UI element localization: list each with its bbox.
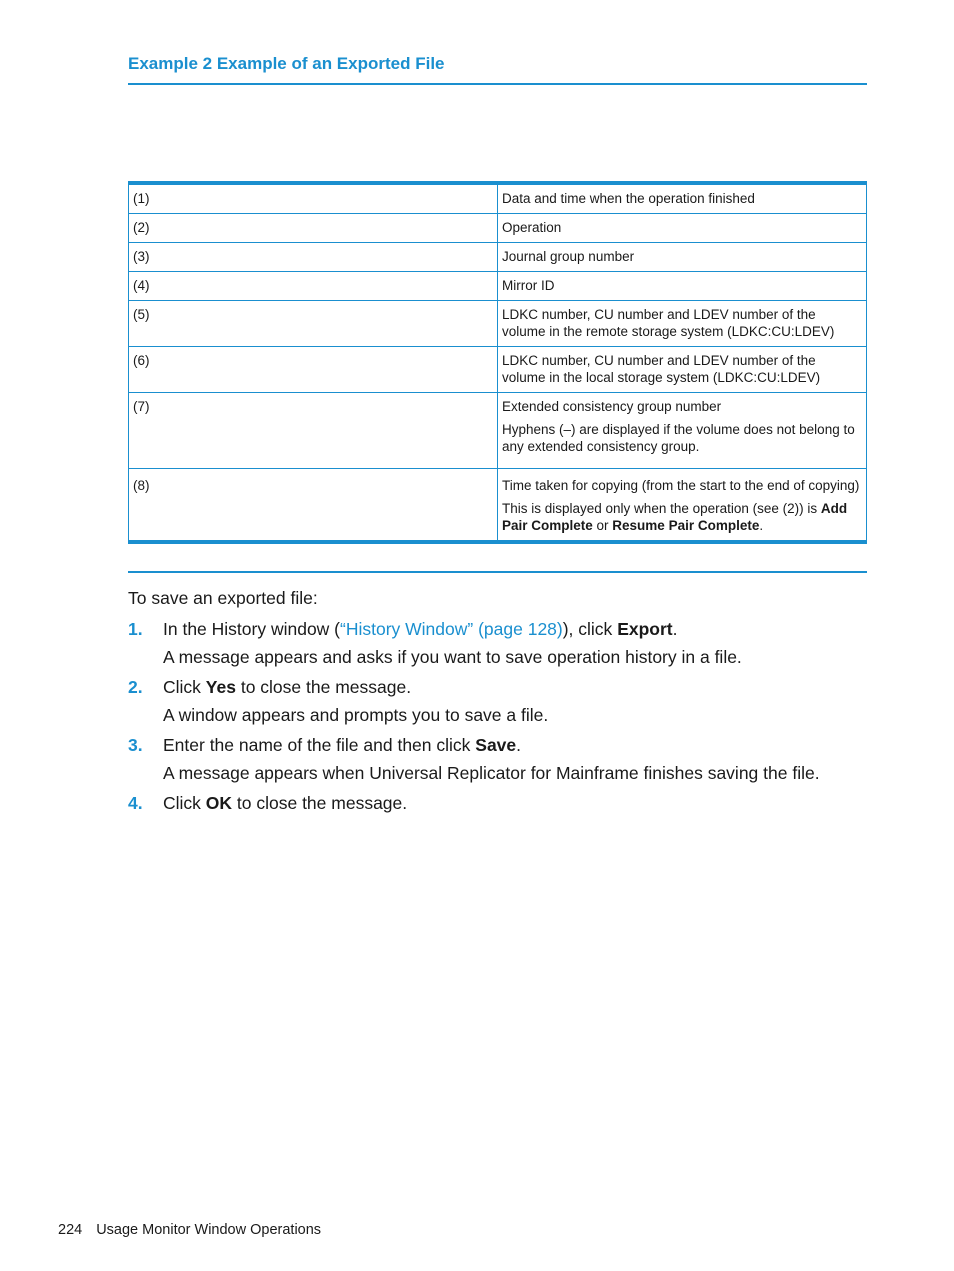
table-row <box>129 243 867 272</box>
ui-term: Save <box>475 735 517 755</box>
table-row <box>129 272 867 301</box>
step-text: . <box>516 735 522 755</box>
section-title: Usage Monitor Window Operations <box>96 1222 322 1238</box>
step-text: In the History window ( <box>163 619 341 639</box>
step-instruction <box>163 675 888 699</box>
row-description <box>498 393 867 469</box>
step-3 <box>128 733 888 785</box>
row-key: (4) <box>129 272 498 301</box>
step-number: 2. <box>128 677 143 697</box>
row-key: (6) <box>129 347 498 393</box>
step-text: to close the message. <box>232 793 408 813</box>
step-result: A message appears when Universal Replicator for Mainframe finishes saving the file. <box>163 763 820 783</box>
row-description <box>498 214 867 243</box>
note-bold-term: Resume Pair Complete <box>612 518 760 533</box>
description-text: Time taken for copying (from the start to the end of copying) <box>502 478 860 493</box>
step-instruction <box>163 617 888 641</box>
row-key: (7) <box>129 393 498 469</box>
table-row <box>129 214 867 243</box>
procedure <box>128 586 888 821</box>
description-text: Operation <box>502 220 562 235</box>
table-row <box>129 301 867 347</box>
row-description <box>498 347 867 393</box>
step-number: 4. <box>128 793 143 813</box>
table-row <box>129 469 867 543</box>
step-result: A message appears and asks if you want to save operation history in a file. <box>163 647 742 667</box>
ui-term: Yes <box>205 677 236 697</box>
step-number: 3. <box>128 735 143 755</box>
note-text: This is displayed only when the operation (see (2)) is <box>502 501 821 516</box>
row-key: (5) <box>129 301 498 347</box>
description-text: Mirror ID <box>502 278 555 293</box>
description-text: Data and time when the operation finished <box>502 191 755 206</box>
example-caption: Example 2 Example of an Exported File <box>128 54 867 85</box>
row-key: (3) <box>129 243 498 272</box>
description-text: LDKC number, CU number and LDEV number of the volume in the remote storage system (LDKC:CU:LDEV) <box>502 307 835 339</box>
step-result: A window appears and prompts you to save a file. <box>163 705 549 725</box>
description-text: Extended consistency group number <box>502 399 722 414</box>
row-description <box>498 183 867 214</box>
row-description <box>498 272 867 301</box>
step-1 <box>128 617 888 669</box>
step-text: Click <box>163 677 206 697</box>
ui-term: OK <box>205 793 233 813</box>
row-key: (8) <box>129 469 498 543</box>
description-note <box>502 500 862 534</box>
row-description <box>498 469 867 543</box>
step-2 <box>128 675 888 727</box>
step-4 <box>128 791 888 815</box>
table-row <box>129 183 867 214</box>
step-text: to close the message. <box>235 677 412 697</box>
description-note: Hyphens (–) are displayed if the volume does not belong to any extended consistency group. <box>502 422 855 454</box>
page-footer <box>58 1222 321 1238</box>
procedure-intro: To save an exported file: <box>128 588 318 608</box>
row-key: (2) <box>129 214 498 243</box>
step-number: 1. <box>128 619 143 639</box>
page-number: 224 <box>58 1222 83 1238</box>
table-row <box>129 347 867 393</box>
step-text: Enter the name of the file and then click <box>163 735 476 755</box>
ui-term: Export <box>617 619 673 639</box>
note-text: . <box>759 518 764 533</box>
row-description <box>498 243 867 272</box>
step-instruction <box>163 791 888 815</box>
note-bold-term: Add Pair Complete <box>502 501 848 533</box>
row-description <box>498 301 867 347</box>
step-instruction <box>163 733 888 757</box>
row-key: (1) <box>129 183 498 214</box>
description-text: Journal group number <box>502 249 635 264</box>
table-row <box>129 393 867 469</box>
step-text: . <box>672 619 678 639</box>
history-window-link[interactable]: “History Window” (page 128) <box>340 619 563 639</box>
example-end-rule <box>128 571 867 573</box>
exported-file-legend-table <box>128 181 867 544</box>
step-text: ), click <box>562 619 618 639</box>
note-text: or <box>592 518 613 533</box>
step-text: Click <box>163 793 206 813</box>
description-text: LDKC number, CU number and LDEV number of the volume in the local storage system (LDKC:CU:LDEV) <box>502 353 821 385</box>
